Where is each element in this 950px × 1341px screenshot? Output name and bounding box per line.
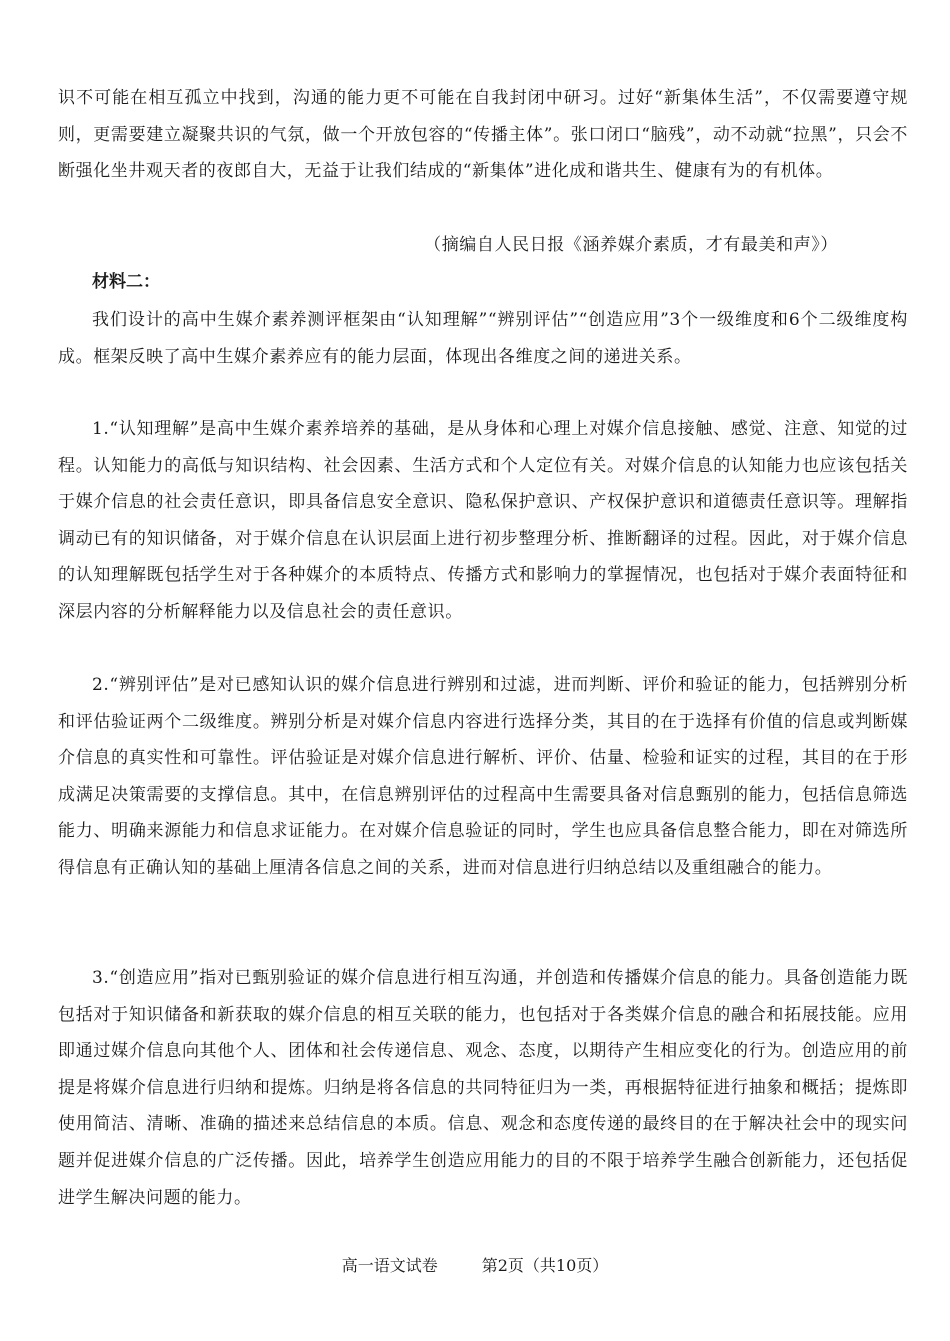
source-citation: （摘编自人民日报《涵养媒介素质，才有最美和声》） xyxy=(424,235,838,255)
paragraph-creative-application: 3.“创造应用”指对已甄别验证的媒介信息进行相互沟通，并创造和传播媒介信息的能力。具备创造能力既包括对于知识储备和新获取的媒介信息的相互关联的能力，也包括对于各类媒介信息的融合和拓展技能。应用即通过媒介信息向其他个人、团体和社会传递信息、观念、态度，以期待产生相应变化的行为。创造应用的前提是将媒介信息进行归纳和提炼。归纳是将各信息的共同特征归为一类，再根据特征进行抽象和概括；提炼即使用简洁、清晰、准确的描述来总结信息的本质。信息、观念和态度传递的最终目的在于解决社会中的现实问题并促进媒介信息的广泛传播。因此，培养学生创造应用能力的目的不限于培养学生融合创新能力，还包括促进学生解决问题的能力。 xyxy=(58,968,908,1208)
paragraph-cognitive-understanding: 1.“认知理解”是高中生媒介素养培养的基础，是从身体和心理上对媒介信息接触、感觉、注意、知觉的过程。认知能力的高低与知识结构、社会因素、生活方式和个人定位有关。对媒介信息的认知能力也应该包括关于媒介信息的社会责任意识，即具备信息安全意识、隐私保护意识、产权保护意识和道德责任意识等。理解指调动已有的知识储备，对于媒介信息在认识层面上进行初步整理分析、推断翻译的过程。因此，对于媒介信息的认知理解既包括学生对于各种媒介的本质特点、传播方式和影响力的掌握情况，也包括对于媒介表面特征和深层内容的分析解释能力以及信息社会的责任意识。 xyxy=(58,419,908,622)
footer-exam-title: 高一语文试卷 xyxy=(341,1256,438,1275)
paragraph-material-one-end: 识不可能在相互孤立中找到，沟通的能力更不可能在自我封闭中研习。过好“新集体生活”，不仅需要遵守规则，更需要建立凝聚共识的气氛，做一个开放包容的“传播主体”。张口闭口“脑残”，动不动就“拉黑”，只会不断强化坐井观天者的夜郎自大，无益于让我们结成的“新集体”进化成和谐共生、健康有为的有机体。 xyxy=(58,88,908,182)
paragraph-discrimination-evaluation: 2.“辨别评估”是对已感知认识的媒介信息进行辨别和过滤，进而判断、评价和验证的能力，包括辨别分析和评估验证两个二级维度。辨别分析是对媒介信息内容进行选择分类，其目的在于选择有价值的信息或判断媒介信息的真实性和可靠性。评估验证是对媒介信息进行解析、评价、估量、检验和证实的过程，其目的在于形成满足决策需要的支撑信息。其中，在信息辨别评估的过程高中生需要具备对信息甄别的能力，包括信息筛选能力、明确来源能力和信息求证能力。在对媒介信息验证的同时，学生也应具备信息整合能力，即在对筛选所得信息有正确认知的基础上厘清各信息之间的关系，进而对信息进行归纳总结以及重组融合的能力。 xyxy=(58,675,908,878)
section-heading-material-two: 材料二： xyxy=(92,272,160,292)
paragraph-framework-intro: 我们设计的高中生媒介素养测评框架由“认知理解”“辨别评估”“创造应用”3个一级维度和6个二级维度构成。框架反映了高中生媒介素养应有的能力层面，体现出各维度之间的递进关系。 xyxy=(58,310,908,367)
footer-page-number: 第2页（共10页） xyxy=(481,1256,609,1275)
page-footer xyxy=(0,1254,950,1278)
